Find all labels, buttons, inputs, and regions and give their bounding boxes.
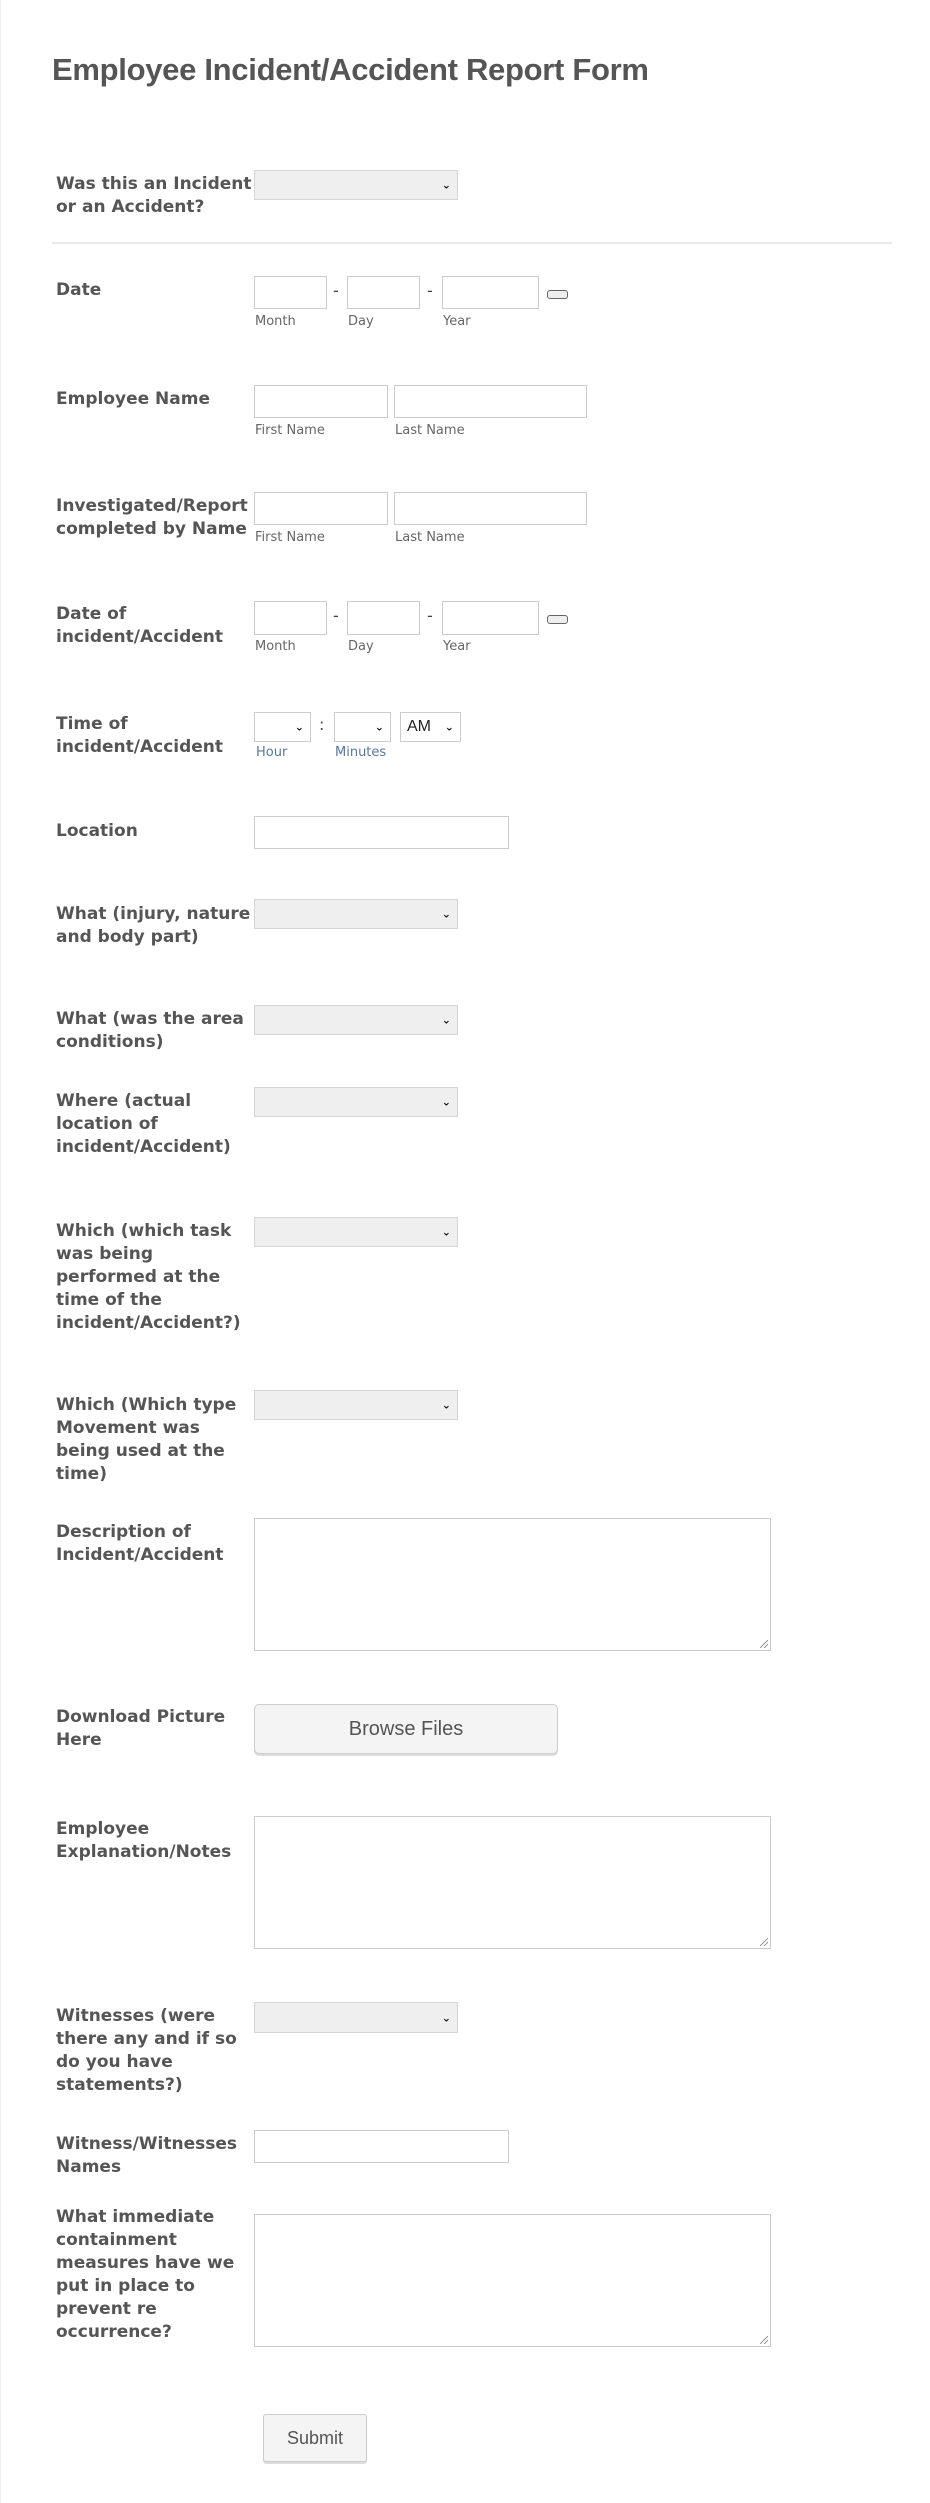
date-separator: - bbox=[333, 281, 339, 300]
calendar-icon[interactable] bbox=[547, 615, 568, 624]
date-month-input[interactable] bbox=[254, 276, 327, 309]
form-title: Employee Incident/Accident Report Form bbox=[52, 52, 649, 87]
sublabel-minutes: Minutes bbox=[335, 745, 387, 760]
date-year-input[interactable] bbox=[442, 276, 539, 309]
label-employee-name: Employee Name bbox=[56, 389, 211, 409]
chevron-down-icon: ⌄ bbox=[444, 720, 454, 734]
sublabel-last-name: Last Name bbox=[395, 530, 465, 545]
time-separator: : bbox=[319, 715, 325, 734]
label-witness-names: Witness/Witnesses Names bbox=[56, 2134, 238, 2177]
label-what-area: What (was the area conditions) bbox=[56, 1009, 244, 1052]
date-separator: - bbox=[427, 606, 433, 625]
browse-files-button[interactable]: Browse Files bbox=[254, 1704, 558, 1754]
location-input[interactable] bbox=[254, 816, 509, 849]
label-location: Location bbox=[56, 821, 138, 841]
date-separator: - bbox=[333, 606, 339, 625]
label-incident-type: Was this an Incident or an Accident? bbox=[56, 174, 252, 217]
incident-year-input[interactable] bbox=[442, 601, 539, 635]
witnesses-select[interactable] bbox=[254, 2002, 458, 2033]
chevron-down-icon: ⌄ bbox=[441, 1225, 451, 1239]
which-movement-select[interactable] bbox=[254, 1390, 458, 1420]
label-which-task: Which (which task was being performed at the time of the incident/Accident?) bbox=[56, 1221, 241, 1333]
explanation-textarea[interactable] bbox=[254, 1816, 771, 1949]
label-where: Where (actual location of incident/Accident) bbox=[56, 1091, 231, 1157]
label-employee-explanation: Employee Explanation/Notes bbox=[56, 1819, 232, 1862]
employee-first-name-input[interactable] bbox=[254, 385, 388, 418]
chevron-down-icon: ⌄ bbox=[441, 1095, 451, 1109]
sublabel-hour: Hour bbox=[256, 745, 288, 760]
sublabel-year: Year bbox=[443, 639, 471, 654]
label-download-picture: Download Picture Here bbox=[56, 1707, 226, 1750]
divider bbox=[52, 242, 892, 244]
where-select[interactable] bbox=[254, 1087, 458, 1117]
sublabel-month: Month bbox=[255, 314, 296, 329]
incident-type-select[interactable] bbox=[254, 170, 458, 200]
sublabel-day: Day bbox=[348, 639, 374, 654]
date-separator: - bbox=[427, 281, 433, 300]
label-date-of-incident: Date of incident/Accident bbox=[56, 604, 224, 647]
label-witnesses: Witnesses (were there any and if so do you have statements?) bbox=[56, 2006, 237, 2095]
hour-select[interactable] bbox=[254, 712, 311, 742]
chevron-down-icon: ⌄ bbox=[374, 720, 384, 734]
label-time-of-incident: Time of incident/Accident bbox=[56, 714, 224, 757]
chevron-down-icon: ⌄ bbox=[441, 1013, 451, 1027]
chevron-down-icon: ⌄ bbox=[294, 720, 304, 734]
witness-names-input[interactable] bbox=[254, 2130, 509, 2163]
containment-textarea[interactable] bbox=[254, 2214, 771, 2347]
sublabel-last-name: Last Name bbox=[395, 423, 465, 438]
ampm-select[interactable] bbox=[400, 712, 461, 742]
label-investigated-by: Investigated/Report completed by Name bbox=[56, 496, 248, 539]
description-textarea[interactable] bbox=[254, 1518, 771, 1651]
sublabel-month: Month bbox=[255, 639, 296, 654]
resize-grip-icon[interactable] bbox=[760, 2336, 768, 2344]
which-task-select[interactable] bbox=[254, 1217, 458, 1247]
incident-month-input[interactable] bbox=[254, 601, 327, 635]
ampm-value: AM bbox=[407, 718, 431, 735]
what-injury-select[interactable] bbox=[254, 899, 458, 929]
sublabel-year: Year bbox=[443, 314, 471, 329]
label-description: Description of Incident/Accident bbox=[56, 1522, 224, 1565]
sublabel-first-name: First Name bbox=[255, 530, 325, 545]
submit-button[interactable]: Submit bbox=[263, 2414, 367, 2462]
calendar-icon[interactable] bbox=[547, 290, 568, 299]
sublabel-first-name: First Name bbox=[255, 423, 325, 438]
investigator-last-name-input[interactable] bbox=[394, 492, 587, 525]
employee-last-name-input[interactable] bbox=[394, 385, 587, 418]
resize-grip-icon[interactable] bbox=[760, 1640, 768, 1648]
chevron-down-icon: ⌄ bbox=[441, 2011, 451, 2024]
chevron-down-icon: ⌄ bbox=[441, 178, 451, 192]
label-what-injury: What (injury, nature and body part) bbox=[56, 904, 251, 947]
investigator-first-name-input[interactable] bbox=[254, 492, 388, 525]
chevron-down-icon: ⌄ bbox=[441, 1398, 451, 1412]
label-containment-measures: What immediate containment measures have we put in place to prevent re occurrence? bbox=[56, 2207, 235, 2342]
what-area-select[interactable] bbox=[254, 1005, 458, 1035]
minutes-select[interactable] bbox=[334, 712, 391, 742]
label-date: Date bbox=[56, 280, 102, 300]
date-day-input[interactable] bbox=[347, 276, 420, 309]
resize-grip-icon[interactable] bbox=[760, 1938, 768, 1946]
incident-day-input[interactable] bbox=[347, 601, 420, 635]
sublabel-day: Day bbox=[348, 314, 374, 329]
chevron-down-icon: ⌄ bbox=[441, 907, 451, 921]
label-which-movement: Which (Which type Movement was being used at the time) bbox=[56, 1395, 237, 1484]
